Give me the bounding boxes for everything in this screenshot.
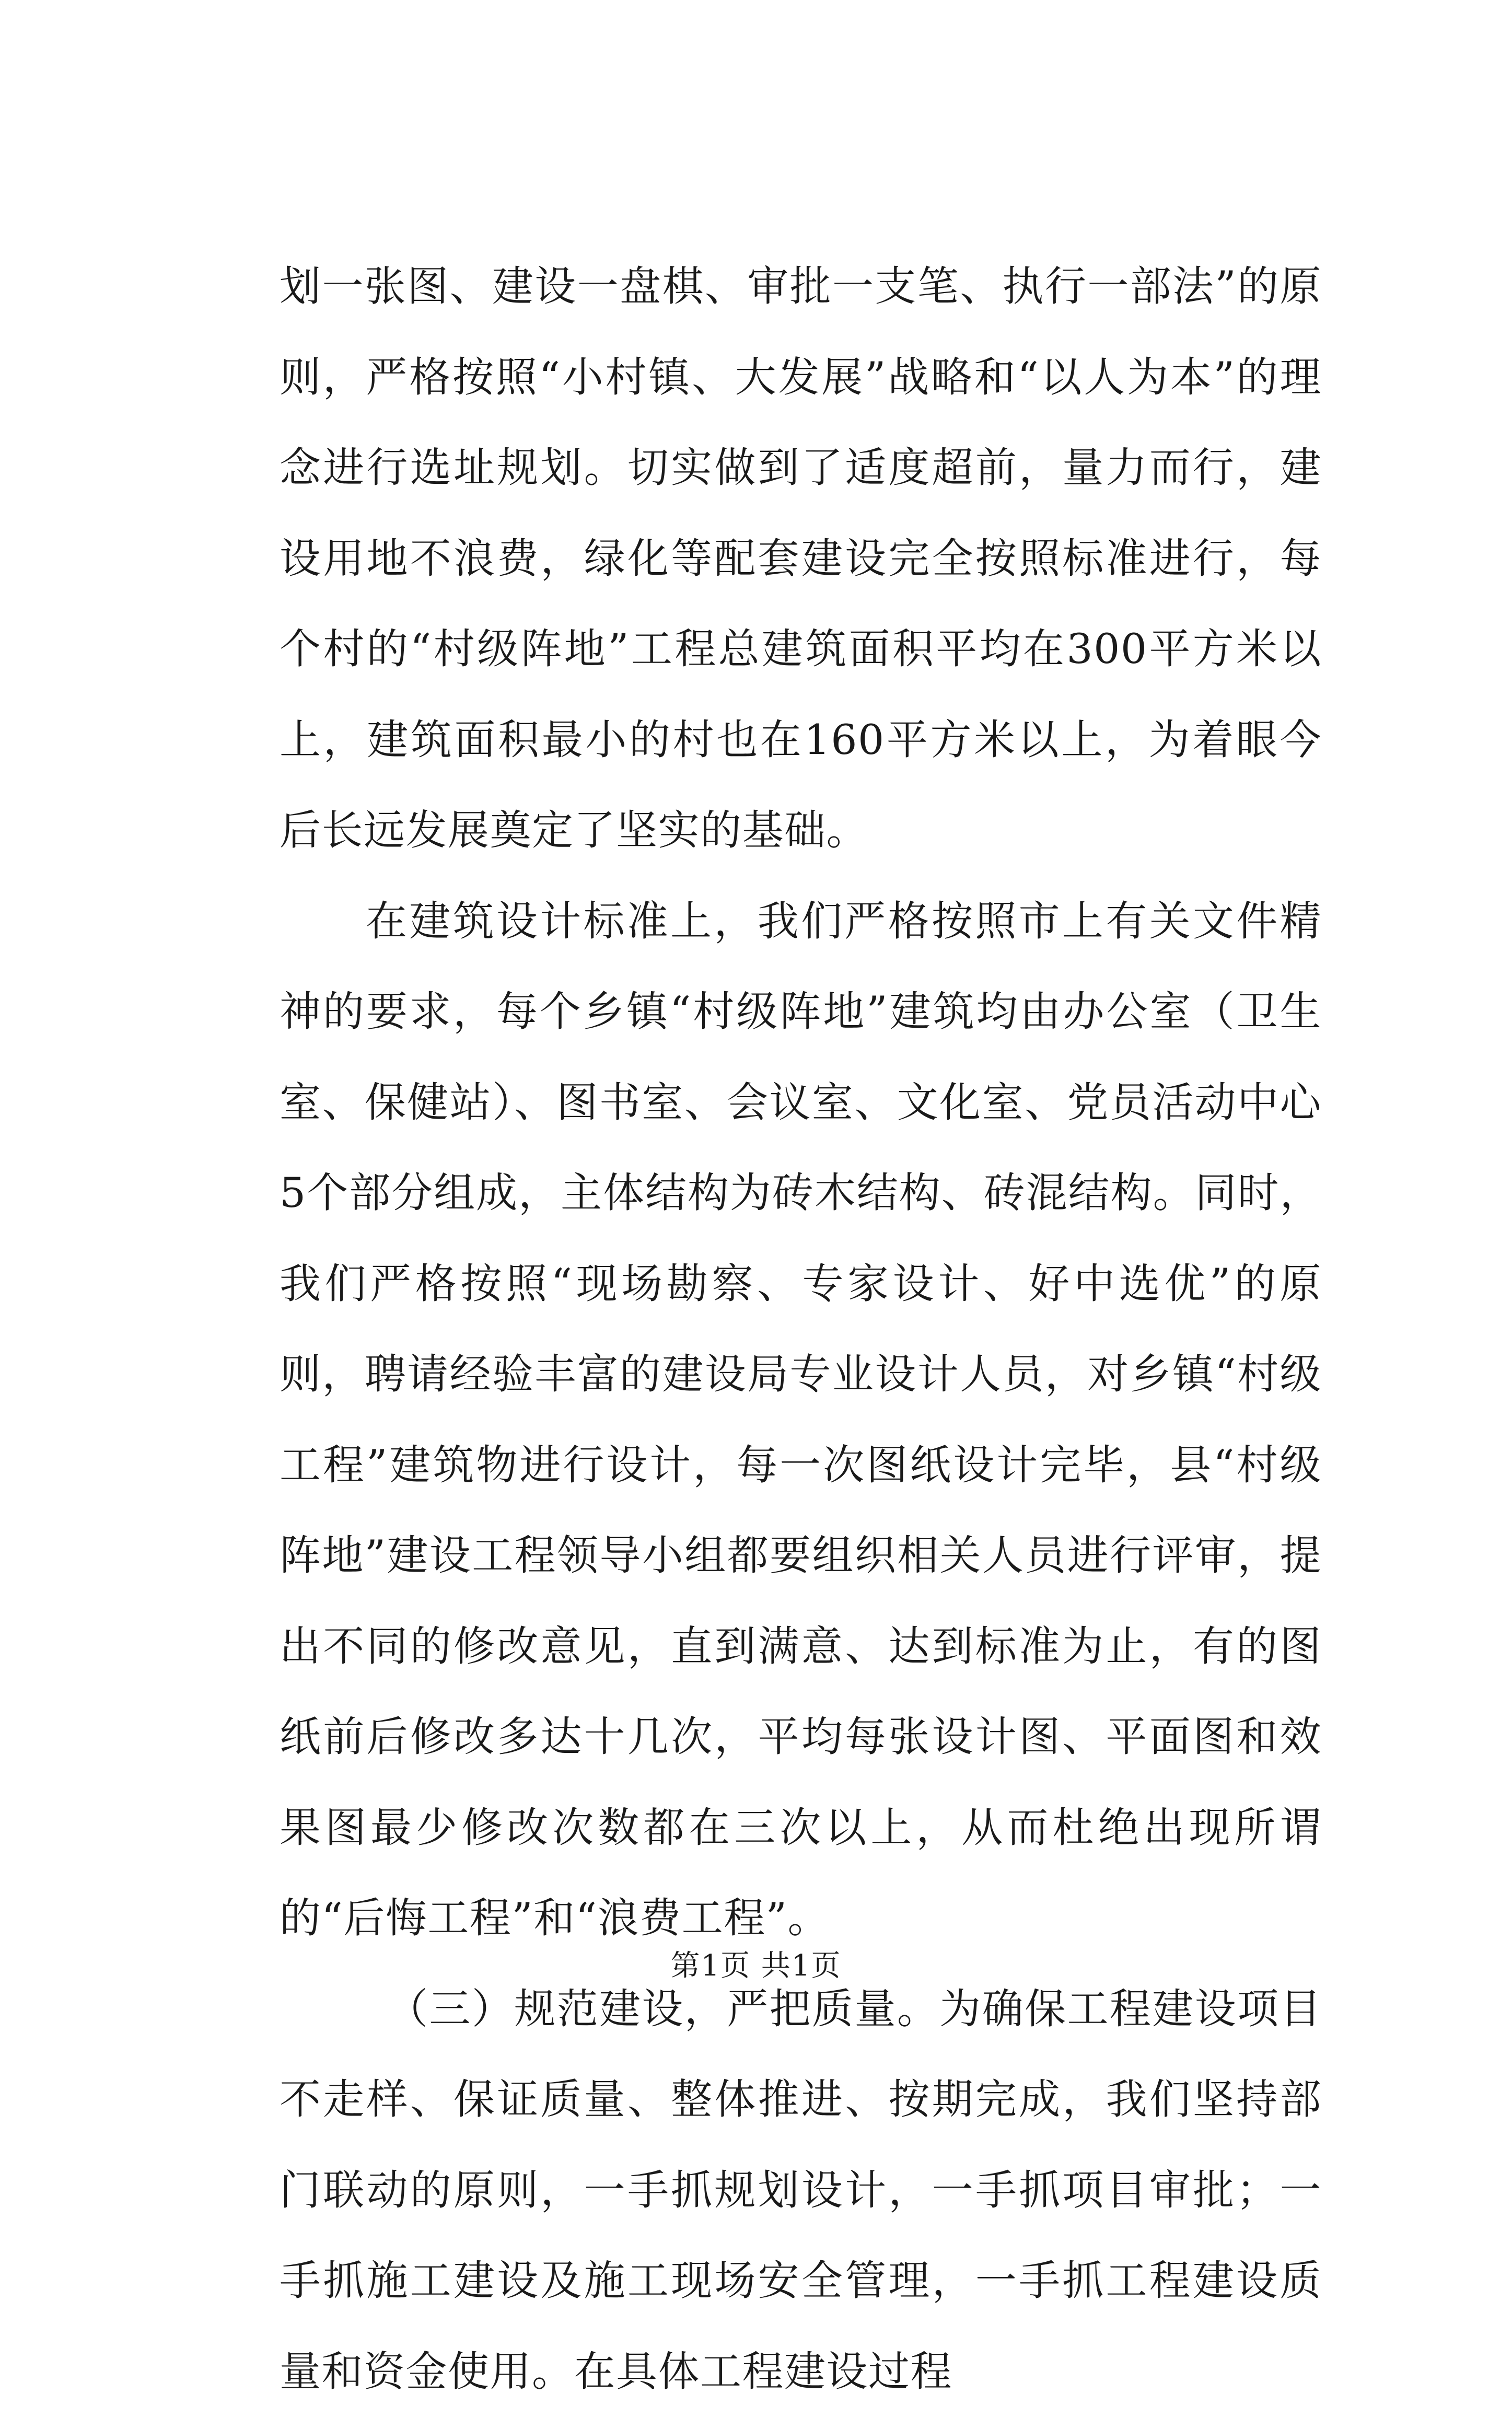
document-body bbox=[280, 241, 1322, 2417]
paragraph-section-three: （三）规范建设，严把质量。为确保工程建设项目不走样、保证质量、整体推进、按期完成，我们坚持部门联动的原则，一手抓规划设计，一手抓项目审批；一手抓施工建设及施工现场安全管理，一手抓工程建设质量和资金使用。在具体工程建设过程 bbox=[280, 1964, 1322, 2417]
paragraph-design-standards: 在建筑设计标准上，我们严格按照市上有关文件精神的要求，每个乡镇“村级阵地”建筑均由办公室（卫生室、保健站）、图书室、会议室、文化室、党员活动中心5个部分组成，主体结构为砖木结构、砖混结构。同时，我们严格按照“现场勘察、专家设计、好中选优”的原则，聘请经验丰富的建设局专业设计人员，对乡镇“村级工程”建筑物进行设计，每一次图纸设计完毕，县“村级阵地”建设工程领导小组都要组织相关人员进行评审，提出不同的修改意见，直到满意、达到标准为止，有的图纸前后修改多达十几次，平均每张设计图、平面图和效果图最少修改次数都在三次以上，从而杜绝出现所谓的“后悔工程”和“浪费工程”。 bbox=[280, 876, 1322, 1964]
page-footer: 第1页 共1页 bbox=[0, 1948, 1512, 1984]
paragraph-continuation: 划一张图、建设一盘棋、审批一支笔、执行一部法”的原则，严格按照“小村镇、大发展”战略和“以人为本”的理念进行选址规划。切实做到了适度超前，量力而行，建设用地不浪费，绿化等配套建设完全按照标准进行，每个村的“村级阵地”工程总建筑面积平均在300平方米以上，建筑面积最小的村也在160平方米以上，为着眼今后长远发展奠定了坚实的基础。 bbox=[280, 241, 1322, 876]
